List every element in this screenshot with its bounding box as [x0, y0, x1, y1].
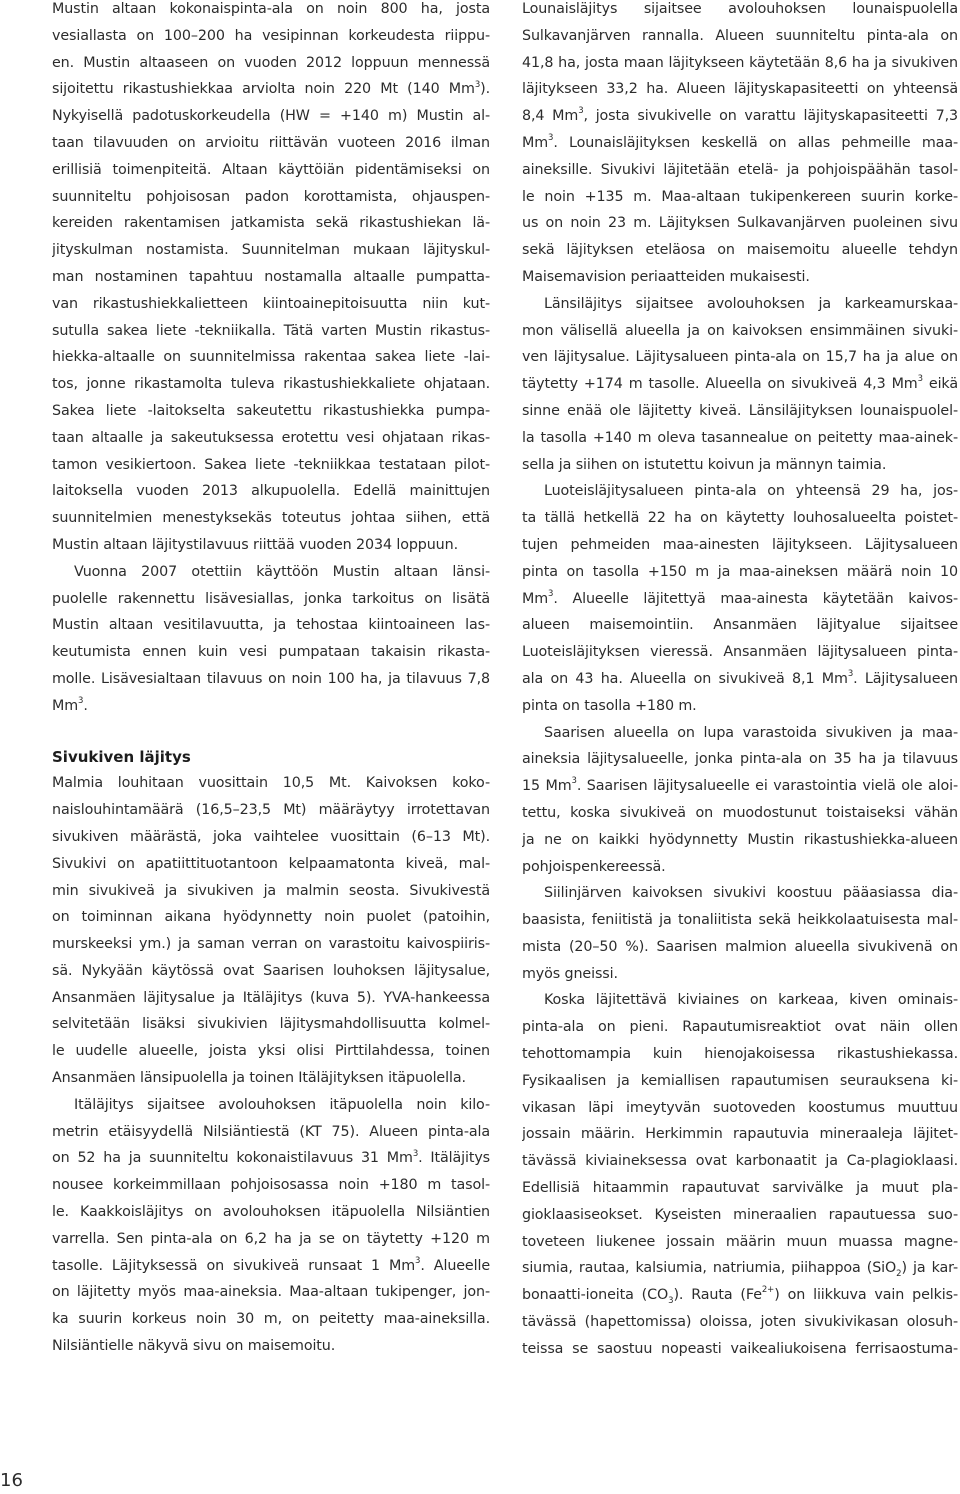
text-line: 15 Mm$^3$. Saarisen läjitysalueelle ei varastointia vielä ole aloi-: [522, 776, 958, 795]
text-line: Sulkavanjärven rannalla. Alueen suunniteltu pinta-ala on: [522, 27, 958, 44]
page-number: 16: [0, 1470, 23, 1491]
text-line: Lounaisläjitys sijaitsee avolouhoksen lounaispuolella: [522, 1, 958, 17]
text-line: la tasolla +140 m oleva tasannealue on peitetty maa-ainek-: [522, 429, 958, 446]
text-line: le uudelle alueelle, joista yksi olisi Pirttilahdessa, toinen: [52, 1043, 490, 1060]
right-column: [522, 0, 958, 1363]
text-line: sijoitettu rikastushiekkaa arviolta noin 220 Mt (140 Mm$^3$).: [52, 79, 490, 98]
left-column: [52, 0, 490, 1360]
paragraph: [52, 0, 490, 559]
text-line: ja ne on kaikki hyödynnetty Mustin rikastushiekka-alueen: [522, 831, 958, 848]
text-line: myös gneissi.: [522, 965, 618, 982]
text-line: on toiminnan aikana hyödynnetty noin puolet (patoihin,: [52, 909, 490, 926]
text-line: on läjitetty myös maa-aineksia. Maa-altaan tukipenger, jon-: [52, 1284, 490, 1301]
text-line: Luoteisläjityksen vieressä. Ansanmäen läjitysalueen pinta-: [522, 644, 958, 661]
text-line: 41,8 ha, josta maan läjitykseen käytetään 8,6 ha ja sivukiven: [522, 54, 958, 71]
paragraph: [52, 770, 490, 1092]
text-line: Maisemavision periaatteiden mukaisesti.: [522, 268, 810, 285]
paragraph: [522, 880, 958, 987]
text-line: Ansanmäen läjitysalue ja Itäläjitys (kuva 5). YVA-hankeessa: [52, 989, 490, 1006]
text-line: aineksille. Sivukivi läjitetään etelä- ja pohjoispäähän tasol-: [522, 161, 958, 178]
text-line: selvitetään lisäksi sivukivien läjitysmahdollisuutta kolmel-: [52, 1016, 490, 1033]
paragraph: [522, 478, 958, 719]
text-line: tettu, koska sivukiveä on muodostunut toistaiseksi vähän: [522, 804, 958, 821]
section-heading: Sivukiven läjitys: [52, 747, 191, 766]
text-line: ka suurin korkeus noin 30 m, on peitetty maa-aineksilla.: [52, 1311, 490, 1328]
text-line: naislouhintamäärä (16,5–23,5 Mt) määräytyy irrotettavan: [52, 802, 490, 819]
text-line: molle. Lisävesialtaan tilavuus on noin 100 ha, ja tilavuus 7,8: [52, 670, 490, 687]
text-line: tehottomampia kuin hienojakoisessa rikastushiekassa.: [522, 1046, 958, 1063]
paragraph: [522, 0, 958, 291]
text-line: Mm$^3$. Lounaisläjityksen keskellä on allas pehmeille maa-: [522, 133, 958, 151]
text-line: min sivukiveä ja sivukiven ja malmin seosta. Sivukivestä: [52, 882, 490, 899]
text-line: tamon vesikiertoon. Sakea liete -tekniikkaa testataan pilot-: [52, 456, 490, 473]
text-line: ven läjitysalue. Läjitysalueen pinta-ala on 15,7 ha ja alue on: [522, 349, 958, 366]
text-line: pohjoispenkereessä.: [522, 858, 666, 875]
text-line: pinta-ala on pieni. Rapautumisreaktiot ovat näin ollen: [522, 1019, 958, 1036]
text-line: tävässä (hapettomissa) oloissa, joten sivukivikasan olosuh-: [522, 1314, 958, 1331]
text-line: Ansanmäen länsipuolella ja toinen Itäläjityksen itäpuolella.: [52, 1070, 466, 1087]
text-line: toveteen liukenee jossain määrin muun muassa magne-: [522, 1233, 958, 1250]
text-line: aineksia läjitysalueelle, jonka pinta-ala on 35 ha ja tilavuus: [522, 751, 958, 768]
section-spacer: [52, 720, 490, 744]
text-line: laitoksella vuoden 2013 alkupuolella. Edellä mainittujen: [52, 483, 490, 500]
text-line: tos, jonne rikastamolta tuleva rikastushiekkaliete ohjataan.: [52, 376, 490, 393]
paragraph: [522, 987, 958, 1362]
text-line: mon välisellä alueella ja on kaivoksen ensimmäinen sivuki-: [522, 322, 958, 339]
text-line: Koska läjitettävä kiviaines on karkeaa, kiven ominais-: [544, 992, 958, 1009]
text-line: metrin etäisyydellä Nilsiäntiestä (KT 75). Alueen pinta-ala: [52, 1123, 490, 1140]
text-line: Mustin altaan vesitilavuutta, ja tehostaa kiintoaineen las-: [52, 617, 490, 634]
text-line: Nilsiäntielle näkyvä sivu on maisemoitu.: [52, 1338, 336, 1355]
text-line: Nykyisellä padotuskorkeudella (HW = +140 m) Mustin al-: [52, 108, 490, 125]
paragraph: [52, 559, 490, 720]
text-line: pinta on tasolla +180 m.: [522, 697, 697, 714]
text-line: Malmia louhitaan vuosittain 10,5 Mt. Kaivoksen koko-: [52, 775, 490, 792]
text-line: mista (20–50 %). Saarisen malmion alueella sivukivenä on: [522, 938, 958, 955]
text-line: jityskulman nostamista. Suunnitelman mukaan läjityskul-: [52, 242, 490, 259]
text-line: vikasan läpi imeytyvän suotoveden koostumus muuttuu: [522, 1099, 958, 1116]
paragraph: [522, 291, 958, 479]
text-line: suunnitelmien menestyksekäs toteutus johtaa siihen, että: [52, 510, 490, 527]
text-line: sutulla sakea liete -tekniikalla. Tätä varten Mustin rikastus-: [52, 322, 490, 339]
text-line: Vuonna 2007 otettiin käyttöön Mustin altaan länsi-: [74, 563, 490, 580]
text-line: täytetty +174 m tasolle. Alueella on sivukiveä 4,3 Mm$^3$ eikä: [522, 374, 958, 393]
text-line: murskeeksi ym.) ja saman verran on varastoitu kaivospiiris-: [52, 936, 490, 953]
text-line: kereiden rakentamisen jatkamista sekä rikastushiekan lä-: [52, 215, 490, 232]
text-line: läjitykseen 33,2 ha. Alueen läjityskapasiteetti on yhteensä: [522, 81, 958, 98]
text-line: sekä läjityksen eteläosa on maisemoitu alueelle tehdyn: [522, 242, 958, 259]
text-line: Itäläjitys sijaitsee avolouhoksen itäpuolella noin kilo-: [74, 1096, 490, 1113]
text-line: erillisiä toimenpiteitä. Altaan käyttöiän pidentämiseksi on: [52, 161, 490, 178]
text-line: jossain määrin. Herkimmin rapautuvia mineraaleja läjitet-: [522, 1126, 958, 1143]
paragraph: [522, 720, 958, 881]
text-line: Fysikaalisen ja kemiallisen rapautumisen seurauksena ki-: [522, 1072, 958, 1089]
text-line: Mustin altaan kokonaispinta-ala on noin 800 ha, josta: [52, 1, 490, 17]
text-line: Mm$^3$.: [52, 695, 88, 714]
text-line: keutumista ennen kuin vesi pumpataan takaisin rikasta-: [52, 644, 490, 661]
text-line: nousee korkeimmillaan pohjoisosassa noin +180 m tasol-: [52, 1177, 490, 1194]
text-line: sinne enää ole läjitetty kiveä. Länsiläjityksen lounaispuolel-: [522, 402, 958, 419]
text-line: gioklaasiseokset. Kyseisten mineraalien rapautuessa suo-: [522, 1206, 958, 1223]
text-line: Sivukivi on apatiittituotantoon kelpaamatonta kiveä, mal-: [52, 855, 490, 872]
text-line: pinta on tasolla +150 m ja maa-aineksen määrä noin 10: [522, 563, 958, 580]
text-line: ala on 43 ha. Alueella on sivukiveä 8,1 Mm$^3$. Läjitysalueen: [522, 669, 958, 687]
text-line: Luoteisläjitysalueen pinta-ala on yhteensä 29 ha, jos-: [544, 483, 958, 500]
text-line: alueen maisemointiin. Ansanmäen läjityalue sijaitsee: [522, 617, 958, 634]
text-line: taan altaalle ja sakeutuksessa erotettu vesi ohjataan rikas-: [52, 429, 490, 446]
text-line: sivukiven määrästä, joka vaihtelee vuosittain (6–13 Mt).: [52, 828, 490, 845]
text-line: le noin +135 m. Maa-altaan tukipenkereen suurin korke-: [522, 188, 958, 205]
text-line: taan tilavuuden on arvioitu riittävän vuoteen 2016 ilman: [52, 134, 490, 151]
text-line: ta tällä hetkellä 22 ha on käytetty louhosalueelta poistet-: [522, 510, 958, 527]
text-line: siumia, rautaa, kalsiumia, natriumia, piihappoa (SiO$_2$) ja kar-: [522, 1260, 958, 1280]
text-line: on 52 ha ja suunniteltu kokonaistilavuus 31 Mm$^3$. Itäläjitys: [52, 1148, 490, 1167]
text-line: teissa se saostuu nopeasti vaikealiukoisena ferrisaostuma-: [522, 1340, 958, 1357]
text-line: sä. Nykyään käytössä ovat Saarisen louhoksen läjitysalue,: [52, 962, 490, 979]
text-line: hiekka-altaalle on suunnitelmissa rakentaa sakea liete -lai-: [52, 349, 490, 366]
text-line: Saarisen alueella on lupa varastoida sivukiven ja maa-: [544, 724, 958, 741]
text-line: vesiallasta on 100–200 ha vesipinnan korkeudesta riippu-: [52, 27, 490, 44]
text-line: tävässä kiviaineksessa ovat karbonaatit ja Ca-plagioklaasi.: [522, 1153, 958, 1170]
text-line: puolelle rakennettu lisävesiallas, jonka tarkoitus on lisätä: [52, 590, 490, 607]
text-line: varrella. Sen pinta-ala on 6,2 ha ja se on täytetty +120 m: [52, 1230, 490, 1247]
text-line: baasista, feniitistä ja tonaliitista sekä heikkolaatuisesta mal-: [522, 912, 958, 929]
text-line: sella ja siihen on istutettu koivun ja männyn taimia.: [522, 456, 887, 473]
text-line: tasolle. Läjityksessä on sivukiveä runsaat 1 Mm$^3$. Alueelle: [52, 1255, 490, 1274]
text-line: 8,4 Mm$^3$, josta sivukivelle on varattu läjityskapasiteetti 7,3: [522, 106, 958, 125]
text-line: Mustin altaan läjitystilavuus riittää vuoden 2034 loppuun.: [52, 536, 458, 553]
text-line: van rikastushiekkalietteen kiintoainepitoisuutta niin kut-: [52, 295, 490, 312]
text-line: Edellisiä hitaammin rapautuvat sarvivälke ja muut pla-: [522, 1180, 958, 1197]
text-line: Länsiläjitys sijaitsee avolouhoksen ja karkeamurskaa-: [544, 295, 958, 312]
text-line: Sakea liete -laitokselta sakeutettu rikastushiekka pumpa-: [52, 402, 490, 419]
text-line: le. Kaakkoisläjitys on avolouhoksen itäpuolella Nilsiäntien: [52, 1204, 490, 1221]
text-line: tujen pehmeiden maa-ainesten läjitykseen. Läjitysalueen: [522, 536, 958, 553]
text-line: bonaatti-ioneita $(CO_3)$. Rauta $(Fe^{2+})$ on liikkuva vain pelkis-: [522, 1285, 958, 1307]
text-line: Siilinjärven kaivoksen sivukivi koostuu pääasiassa dia-: [544, 885, 958, 902]
text-line: Mm$^3$. Alueelle läjitettyä maa-ainesta käytetään kaivos-: [522, 588, 958, 607]
text-line: us on noin 23 m. Läjityksen Sulkavanjärven puoleinen sivu: [522, 215, 958, 232]
text-line: en. Mustin altaaseen on vuoden 2012 loppuun mennessä: [52, 54, 490, 71]
text-line: suunniteltu pohjoisosan padon korottamista, ohjauspen-: [52, 188, 490, 205]
text-line: man nostaminen tapahtuu nostamalla altaalle pumpatta-: [52, 268, 490, 285]
paragraph: [52, 1092, 490, 1360]
